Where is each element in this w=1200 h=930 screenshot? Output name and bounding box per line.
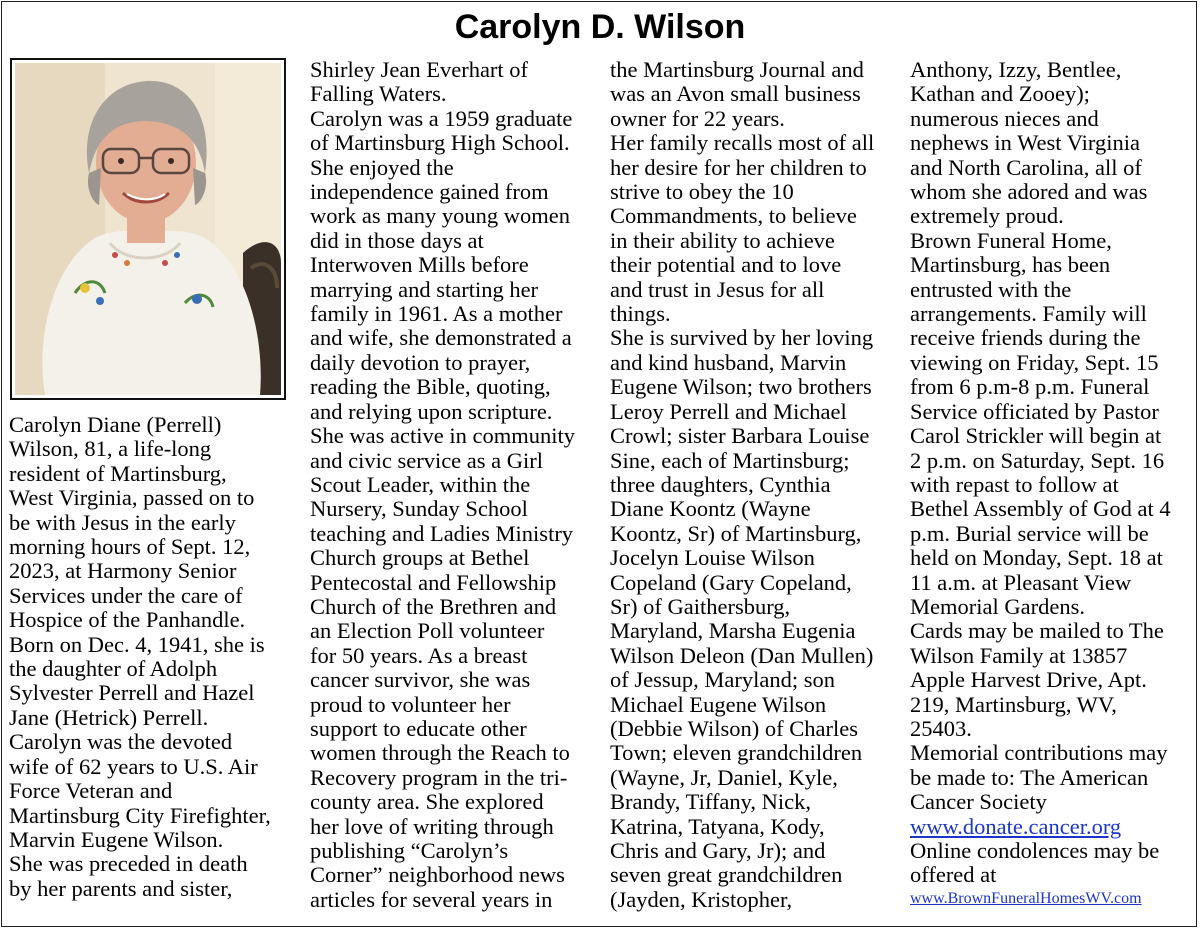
text-line: seven great grandchildren — [610, 862, 843, 888]
text-line: numerous nieces and — [910, 105, 1099, 131]
text-line: Carolyn was the devoted — [9, 729, 233, 755]
text-line: She enjoyed the — [310, 154, 454, 180]
text-line: receive friends during the — [910, 325, 1141, 351]
text-line: was an Avon small business — [610, 81, 861, 107]
text-line: held on Monday, Sept. 18 at — [910, 545, 1163, 571]
text-line: cancer survivor, she was — [310, 667, 531, 693]
text-line: for 50 years. As a breast — [310, 642, 528, 668]
column-2 — [310, 58, 602, 912]
text-line: Cards may be mailed to The — [910, 618, 1164, 644]
text-line: Recovery program in the tri- — [310, 764, 568, 790]
text-line: the Martinsburg Journal and — [610, 57, 864, 82]
text-line: of Jessup, Maryland; son — [610, 667, 835, 693]
text-line: her love of writing through — [310, 813, 554, 839]
text-line: (Wayne, Jr, Daniel, Kyle, — [610, 764, 838, 790]
text-line: Koontz, Sr) of Martinsburg, — [610, 520, 862, 546]
text-line: She is survived by her loving — [610, 325, 874, 351]
text-line: Jane (Hetrick) Perrell. — [9, 704, 209, 730]
text-line: three daughters, Cynthia — [610, 471, 831, 497]
column-4 — [910, 58, 1200, 910]
text-line: Anthony, Izzy, Bentlee, — [910, 57, 1122, 82]
portrait-photo — [15, 63, 281, 395]
text-line: and civic service as a Girl — [310, 447, 544, 473]
text-line: She was active in community — [310, 423, 575, 449]
text-line: whom she adored and was — [910, 179, 1148, 205]
column-3 — [610, 58, 902, 912]
text-line: Jocelyn Louise Wilson — [610, 545, 815, 571]
text-line: Cancer Society — [910, 789, 1047, 815]
text-line: Interwoven Mills before — [310, 252, 529, 278]
text-line: Commandments, to believe — [610, 203, 857, 229]
text-line: extremely proud. — [910, 203, 1064, 229]
portrait-frame — [10, 58, 286, 400]
text-line: She was preceded in death — [9, 851, 248, 877]
text-line: in their ability to achieve — [610, 227, 835, 253]
text-line: Brown Funeral Home, — [910, 227, 1112, 253]
text-line: Eugene Wilson; two brothers — [610, 374, 872, 400]
text-line: and trust in Jesus for all — [610, 276, 825, 302]
text-line: (Debbie Wilson) of Charles — [610, 715, 858, 741]
text-line: Service officiated by Pastor — [910, 398, 1159, 424]
text-line: Carol Strickler will begin at — [910, 423, 1162, 449]
text-line: Sr) of Gaithersburg, — [610, 593, 791, 619]
text-line: publishing “Carolyn’s — [310, 838, 509, 863]
text-line: viewing on Friday, Sept. 15 — [910, 349, 1159, 375]
text-line: did in those days at — [310, 227, 484, 253]
text-line: family in 1961. As a mother — [310, 301, 563, 327]
text-line: 2023, at Harmony Senior — [9, 558, 237, 584]
text-line: Diane Koontz (Wayne — [610, 496, 811, 522]
text-line: owner for 22 years. — [610, 105, 785, 131]
text-line: Wilson Deleon (Dan Mullen) — [610, 642, 874, 668]
text-line: Leroy Perrell and Michael — [610, 398, 847, 424]
text-line: morning hours of Sept. 12, — [9, 534, 251, 560]
text-line: teaching and Ladies Ministry — [310, 520, 574, 546]
text-line: and wife, she demonstrated a — [310, 325, 572, 351]
text-line: Wilson, 81, a life-long — [9, 436, 212, 462]
text-line: Sine, each of Martinsburg; — [610, 447, 850, 473]
text-line: p.m. Burial service will be — [910, 520, 1149, 546]
text-line: Corner” neighborhood news — [310, 862, 565, 888]
text-line: independence gained from — [310, 179, 549, 205]
text-line: Memorial Gardens. — [910, 593, 1085, 619]
text-line: offered at — [910, 862, 997, 888]
text-line: Marvin Eugene Wilson. — [9, 826, 224, 852]
text-line: county area. She explored — [310, 789, 544, 815]
text-line: women through the Reach to — [310, 740, 570, 766]
text-line: proud to volunteer her — [310, 691, 511, 717]
column-1 — [9, 58, 301, 901]
text-line: reading the Bible, quoting, — [310, 374, 551, 400]
text-line: Martinsburg, has been — [910, 252, 1111, 278]
text-line: and kind husband, Marvin — [610, 349, 847, 375]
text-line: Nursery, Sunday School — [310, 496, 528, 522]
text-line: articles for several years in — [310, 886, 553, 912]
text-line: her desire for her children to — [610, 154, 867, 180]
text-line: Michael Eugene Wilson — [610, 691, 827, 717]
text-line: marrying and starting her — [310, 276, 539, 302]
text-line: be with Jesus in the early — [9, 509, 236, 535]
text-line: Maryland, Marsha Eugenia — [610, 618, 856, 644]
text-line: Services under the care of — [9, 582, 243, 608]
text-line: Kathan and Zooey); — [910, 81, 1090, 107]
funeral-home-link[interactable]: www.BrownFuneralHomesWV.com — [910, 889, 1142, 907]
text-line: 2 p.m. on Saturday, Sept. 16 — [910, 447, 1165, 473]
text-line: Online condolences may be — [910, 838, 1160, 863]
text-line: Carolyn Diane (Perrell) — [9, 412, 222, 437]
text-line: Scout Leader, within the — [310, 471, 531, 497]
text-line: West Virginia, passed on to — [9, 485, 255, 511]
text-line: wife of 62 years to U.S. Air — [9, 753, 258, 779]
text-line: (Jayden, Kristopher, — [610, 886, 793, 912]
text-line: Bethel Assembly of God at 4 — [910, 496, 1171, 522]
text-line: of Martinsburg High School. — [310, 130, 570, 156]
text-line: entrusted with the — [910, 276, 1072, 302]
text-line: be made to: The American — [910, 764, 1149, 790]
col1-text — [9, 413, 301, 901]
text-line: Pentecostal and Fellowship — [310, 569, 557, 595]
text-line: from 6 p.m-8 p.m. Funeral — [910, 374, 1150, 400]
text-line: Sylvester Perrell and Hazel — [9, 680, 255, 706]
text-line: arrangements. Family will — [910, 301, 1147, 327]
text-line: Shirley Jean Everhart of — [310, 57, 529, 82]
text-line: their potential and to love — [610, 252, 842, 278]
text-line: Church of the Brethren and — [310, 593, 557, 619]
text-line: 219, Martinsburg, WV, — [910, 691, 1117, 717]
text-line: Brandy, Tiffany, Nick, — [610, 789, 812, 815]
text-line: nephews in West Virginia — [910, 130, 1140, 156]
text-line: support to educate other — [310, 715, 527, 741]
text-line: Martinsburg City Firefighter, — [9, 802, 271, 828]
text-line: Crowl; sister Barbara Louise — [610, 423, 870, 449]
text-line: 11 a.m. at Pleasant View — [910, 569, 1132, 595]
text-line: Apple Harvest Drive, Apt. — [910, 667, 1147, 693]
text-line: an Election Poll volunteer — [310, 618, 545, 644]
text-line: Falling Waters. — [310, 81, 447, 107]
text-line: Memorial contributions may — [910, 740, 1168, 766]
text-line: 25403. — [910, 715, 972, 741]
text-line: daily devotion to prayer, — [310, 349, 531, 375]
text-line: Wilson Family at 13857 — [910, 642, 1128, 668]
text-line: Hospice of the Panhandle. — [9, 607, 246, 633]
text-line: Town; eleven grandchildren — [610, 740, 863, 766]
text-line: things. — [610, 301, 671, 327]
text-line: with repast to follow at — [910, 471, 1119, 497]
text-line: resident of Martinsburg, — [9, 460, 227, 486]
text-line: Church groups at Bethel — [310, 545, 530, 571]
text-line: Force Veteran and — [9, 778, 173, 804]
donate-link[interactable]: www.donate.cancer.org — [910, 813, 1122, 839]
text-line: the daughter of Adolph — [9, 656, 218, 682]
text-line: Her family recalls most of all — [610, 130, 875, 156]
text-line: Born on Dec. 4, 1941, she is — [9, 631, 265, 657]
text-line: work as many young women — [310, 203, 570, 229]
text-line: and relying upon scripture. — [310, 398, 553, 424]
text-line: Copeland (Gary Copeland, — [610, 569, 852, 595]
text-line: strive to obey the 10 — [610, 179, 794, 205]
text-line: by her parents and sister, — [9, 875, 233, 901]
text-line: Chris and Gary, Jr); and — [610, 838, 826, 863]
obituary-title: Carolyn D. Wilson — [454, 8, 746, 46]
text-line: Katrina, Tatyana, Kody, — [610, 813, 825, 839]
text-line: Carolyn was a 1959 graduate — [310, 105, 573, 131]
text-line: and North Carolina, all of — [910, 154, 1142, 180]
